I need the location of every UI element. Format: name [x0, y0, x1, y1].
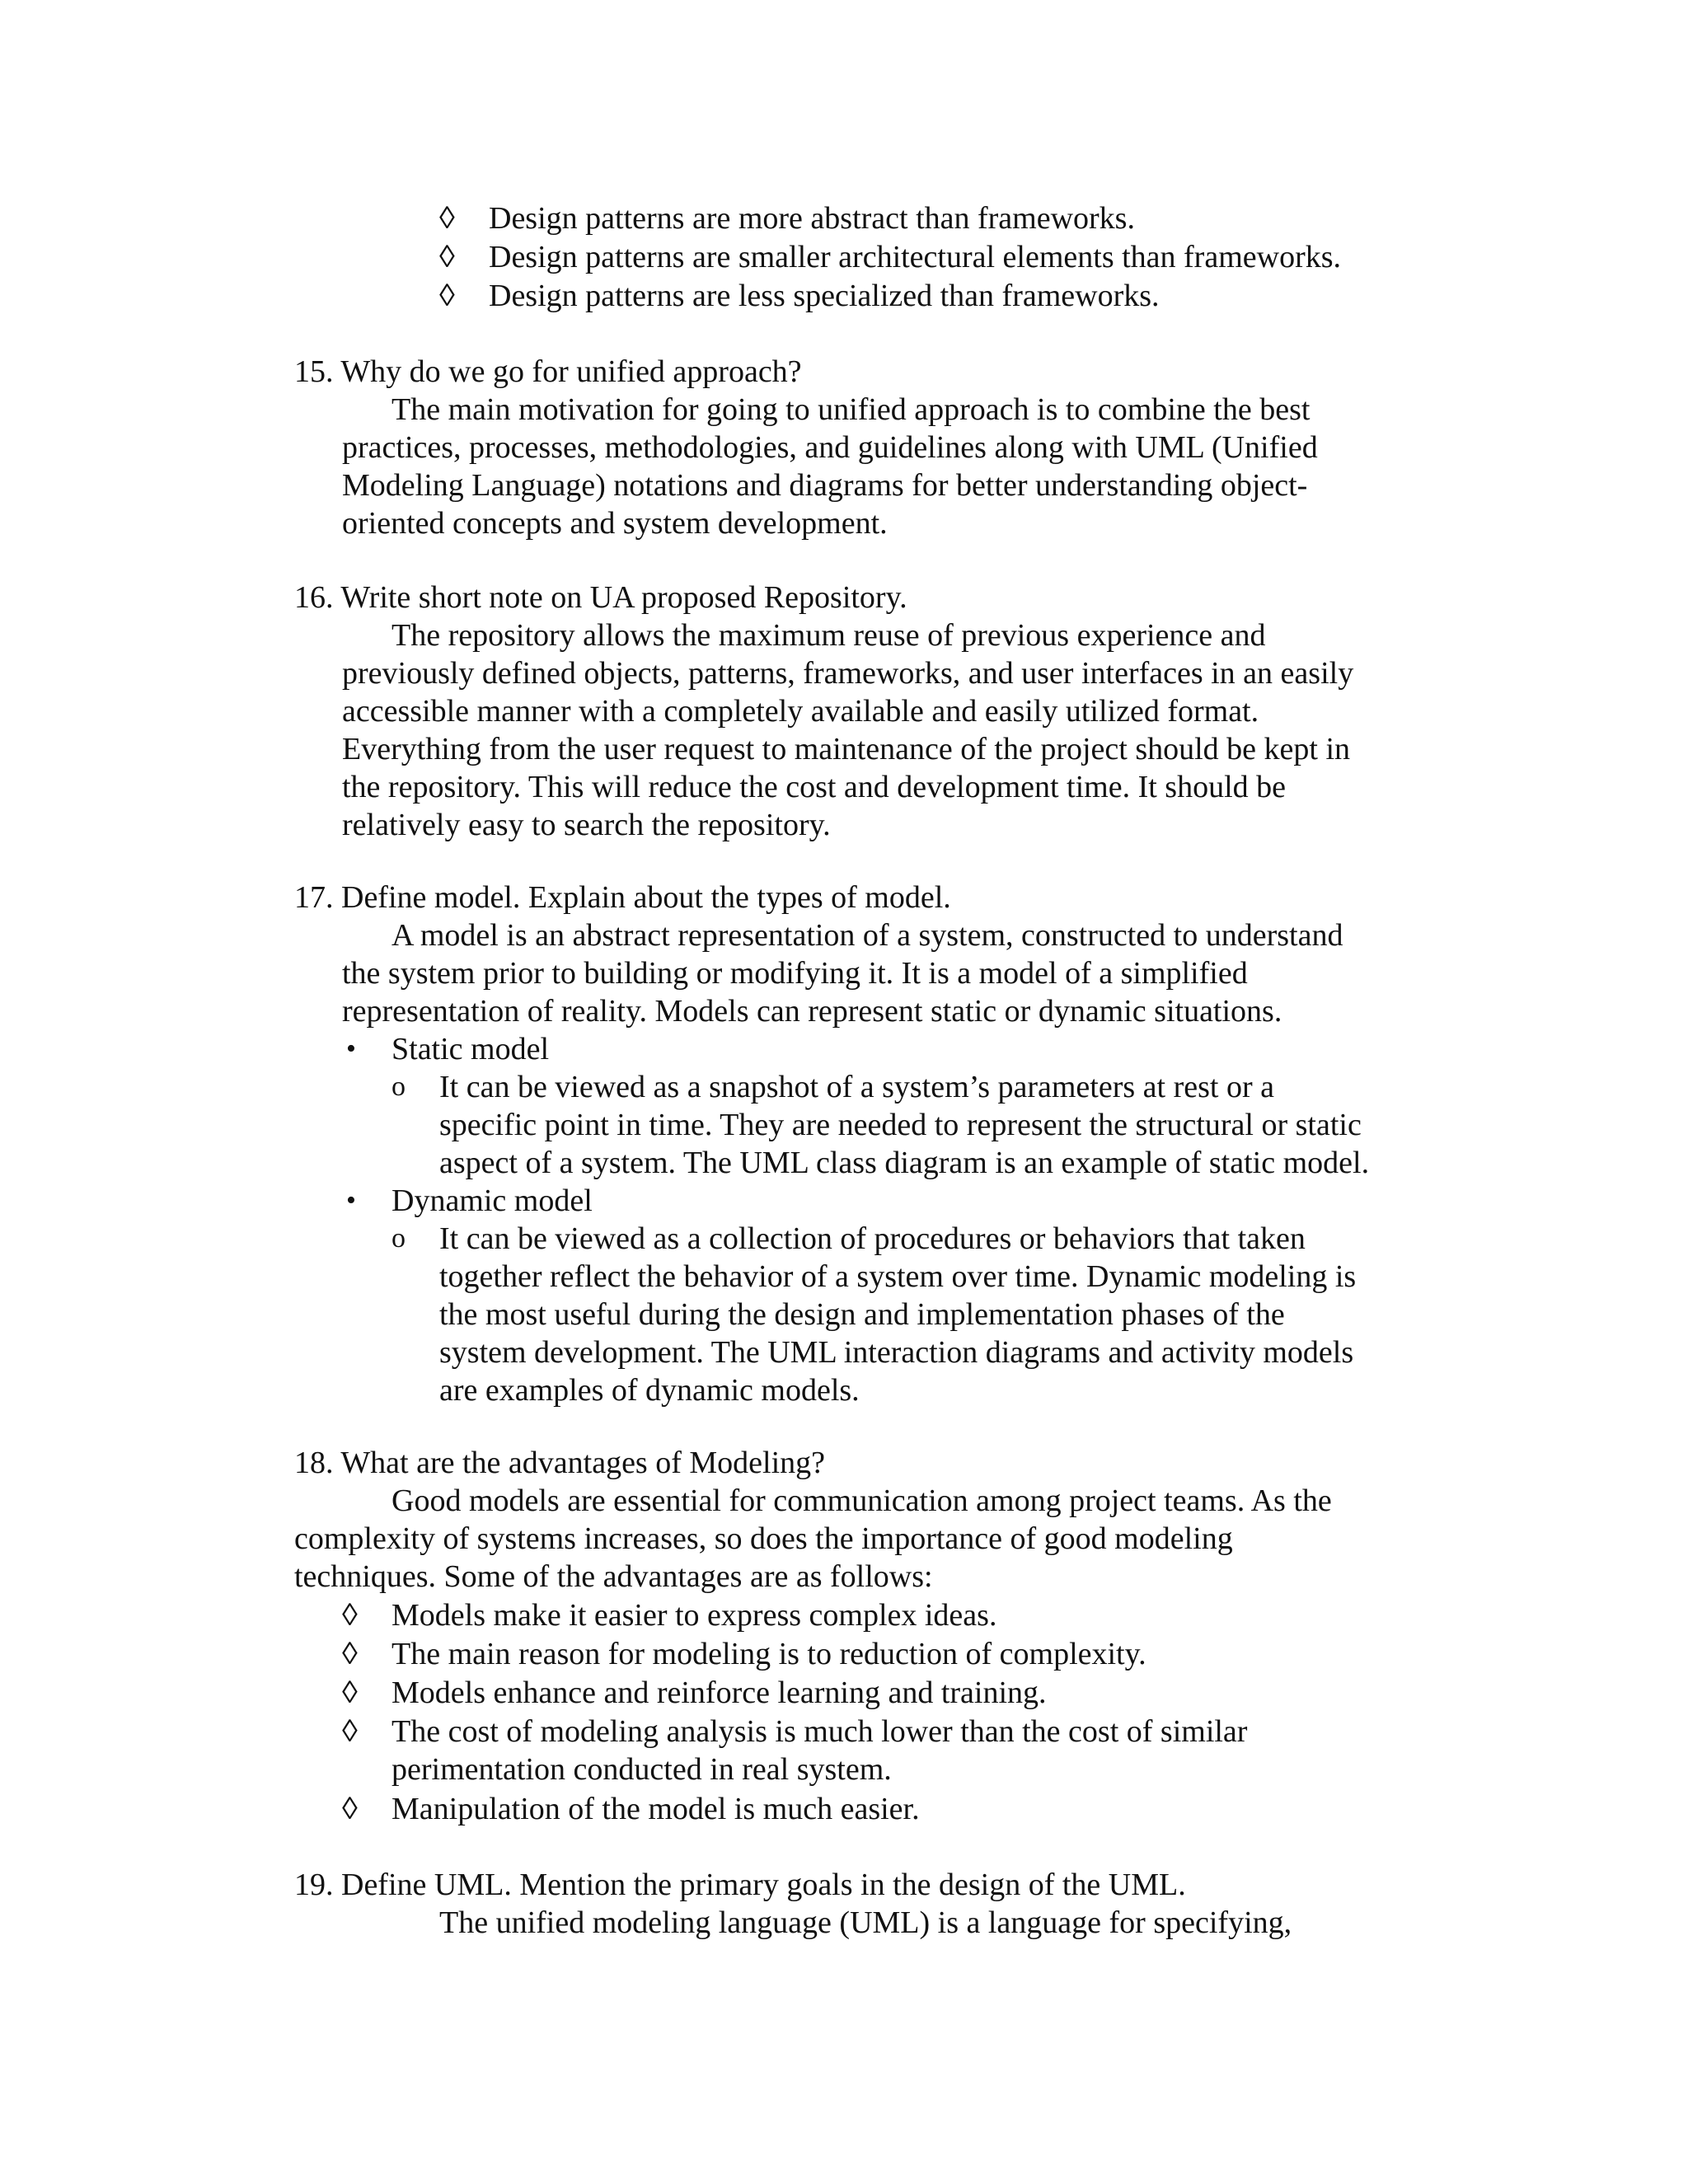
diamond-bullet: ◊: [342, 1792, 358, 1826]
advantage-item: Models make it easier to express complex ideas.: [392, 1598, 997, 1633]
answer-line: Modeling Language) notations and diagrams for better understanding object-: [342, 468, 1308, 503]
diamond-bullet: ◊: [342, 1637, 358, 1671]
dynamic-model-line: It can be viewed as a collection of procedures or behaviors that taken: [439, 1221, 1306, 1256]
list-item: Design patterns are less specialized than frameworks.: [489, 279, 1160, 313]
diamond-bullet: ◊: [342, 1675, 358, 1710]
advantage-item-continued: perimentation conducted in real system.: [392, 1752, 892, 1787]
static-model-line: aspect of a system. The UML class diagram is an example of static model.: [439, 1146, 1370, 1180]
diamond-bullet: ◊: [439, 279, 455, 313]
answer-line: relatively easy to search the repository.: [342, 808, 831, 842]
diamond-bullet: ◊: [342, 1714, 358, 1749]
question-heading: 17. Define model. Explain about the types of model.: [294, 880, 951, 915]
answer-line: the system prior to building or modifying it. It is a model of a simplified: [342, 956, 1248, 991]
dynamic-model-line: system development. The UML interaction diagrams and activity models: [439, 1335, 1354, 1370]
dynamic-model-line: the most useful during the design and implementation phases of the: [439, 1297, 1285, 1332]
static-model-line: specific point in time. They are needed to represent the structural or static: [439, 1108, 1362, 1142]
dynamic-model-line: are examples of dynamic models.: [439, 1373, 860, 1408]
bullet-dot: •: [346, 1033, 356, 1064]
answer-line: complexity of systems increases, so does the importance of good modeling: [294, 1521, 1233, 1556]
answer-line: representation of reality. Models can represent static or dynamic situations.: [342, 994, 1282, 1029]
question-heading: 15. Why do we go for unified approach?: [294, 354, 802, 389]
answer-line: The repository allows the maximum reuse of previous experience and: [392, 618, 1266, 653]
static-model-line: It can be viewed as a snapshot of a system’s parameters at rest or a: [439, 1070, 1274, 1104]
sub-bullet: o: [392, 1071, 406, 1102]
answer-line: practices, processes, methodologies, and guidelines along with UML (Unified: [342, 430, 1318, 465]
diamond-bullet: ◊: [342, 1598, 358, 1633]
advantage-item: Manipulation of the model is much easier.: [392, 1792, 920, 1826]
list-item: Design patterns are smaller architectural elements than frameworks.: [489, 240, 1342, 274]
advantage-item: The main reason for modeling is to reduction of complexity.: [392, 1637, 1146, 1671]
diamond-bullet: ◊: [439, 240, 455, 274]
answer-line: techniques. Some of the advantages are as follows:: [294, 1559, 933, 1594]
sub-bullet: o: [392, 1223, 406, 1254]
answer-line: A model is an abstract representation of a system, constructed to understand: [392, 918, 1343, 953]
answer-line: the repository. This will reduce the cost and development time. It should be: [342, 770, 1287, 804]
dynamic-model-label: Dynamic model: [392, 1183, 593, 1218]
advantage-item: Models enhance and reinforce learning and training.: [392, 1675, 1047, 1710]
question-heading: 16. Write short note on UA proposed Repository.: [294, 580, 907, 615]
diamond-bullet: ◊: [439, 201, 455, 236]
answer-line: Good models are essential for communication among project teams. As the: [392, 1483, 1332, 1518]
advantage-item: The cost of modeling analysis is much lower than the cost of similar: [392, 1714, 1248, 1749]
answer-line: The unified modeling language (UML) is a language for specifying,: [439, 1905, 1292, 1940]
answer-line: accessible manner with a completely available and easily utilized format.: [342, 694, 1259, 729]
answer-line: The main motivation for going to unified approach is to combine the best: [392, 392, 1311, 427]
answer-line: previously defined objects, patterns, frameworks, and user interfaces in an easily: [342, 656, 1354, 691]
bullet-dot: •: [346, 1185, 356, 1216]
list-item: Design patterns are more abstract than frameworks.: [489, 201, 1135, 236]
dynamic-model-line: together reflect the behavior of a system over time. Dynamic modeling is: [439, 1259, 1357, 1294]
question-heading: 18. What are the advantages of Modeling?: [294, 1446, 826, 1480]
answer-line: Everything from the user request to maintenance of the project should be kept in: [342, 732, 1351, 766]
answer-line: oriented concepts and system development.: [342, 506, 888, 541]
static-model-label: Static model: [392, 1032, 550, 1066]
question-heading: 19. Define UML. Mention the primary goals in the design of the UML.: [294, 1868, 1186, 1902]
